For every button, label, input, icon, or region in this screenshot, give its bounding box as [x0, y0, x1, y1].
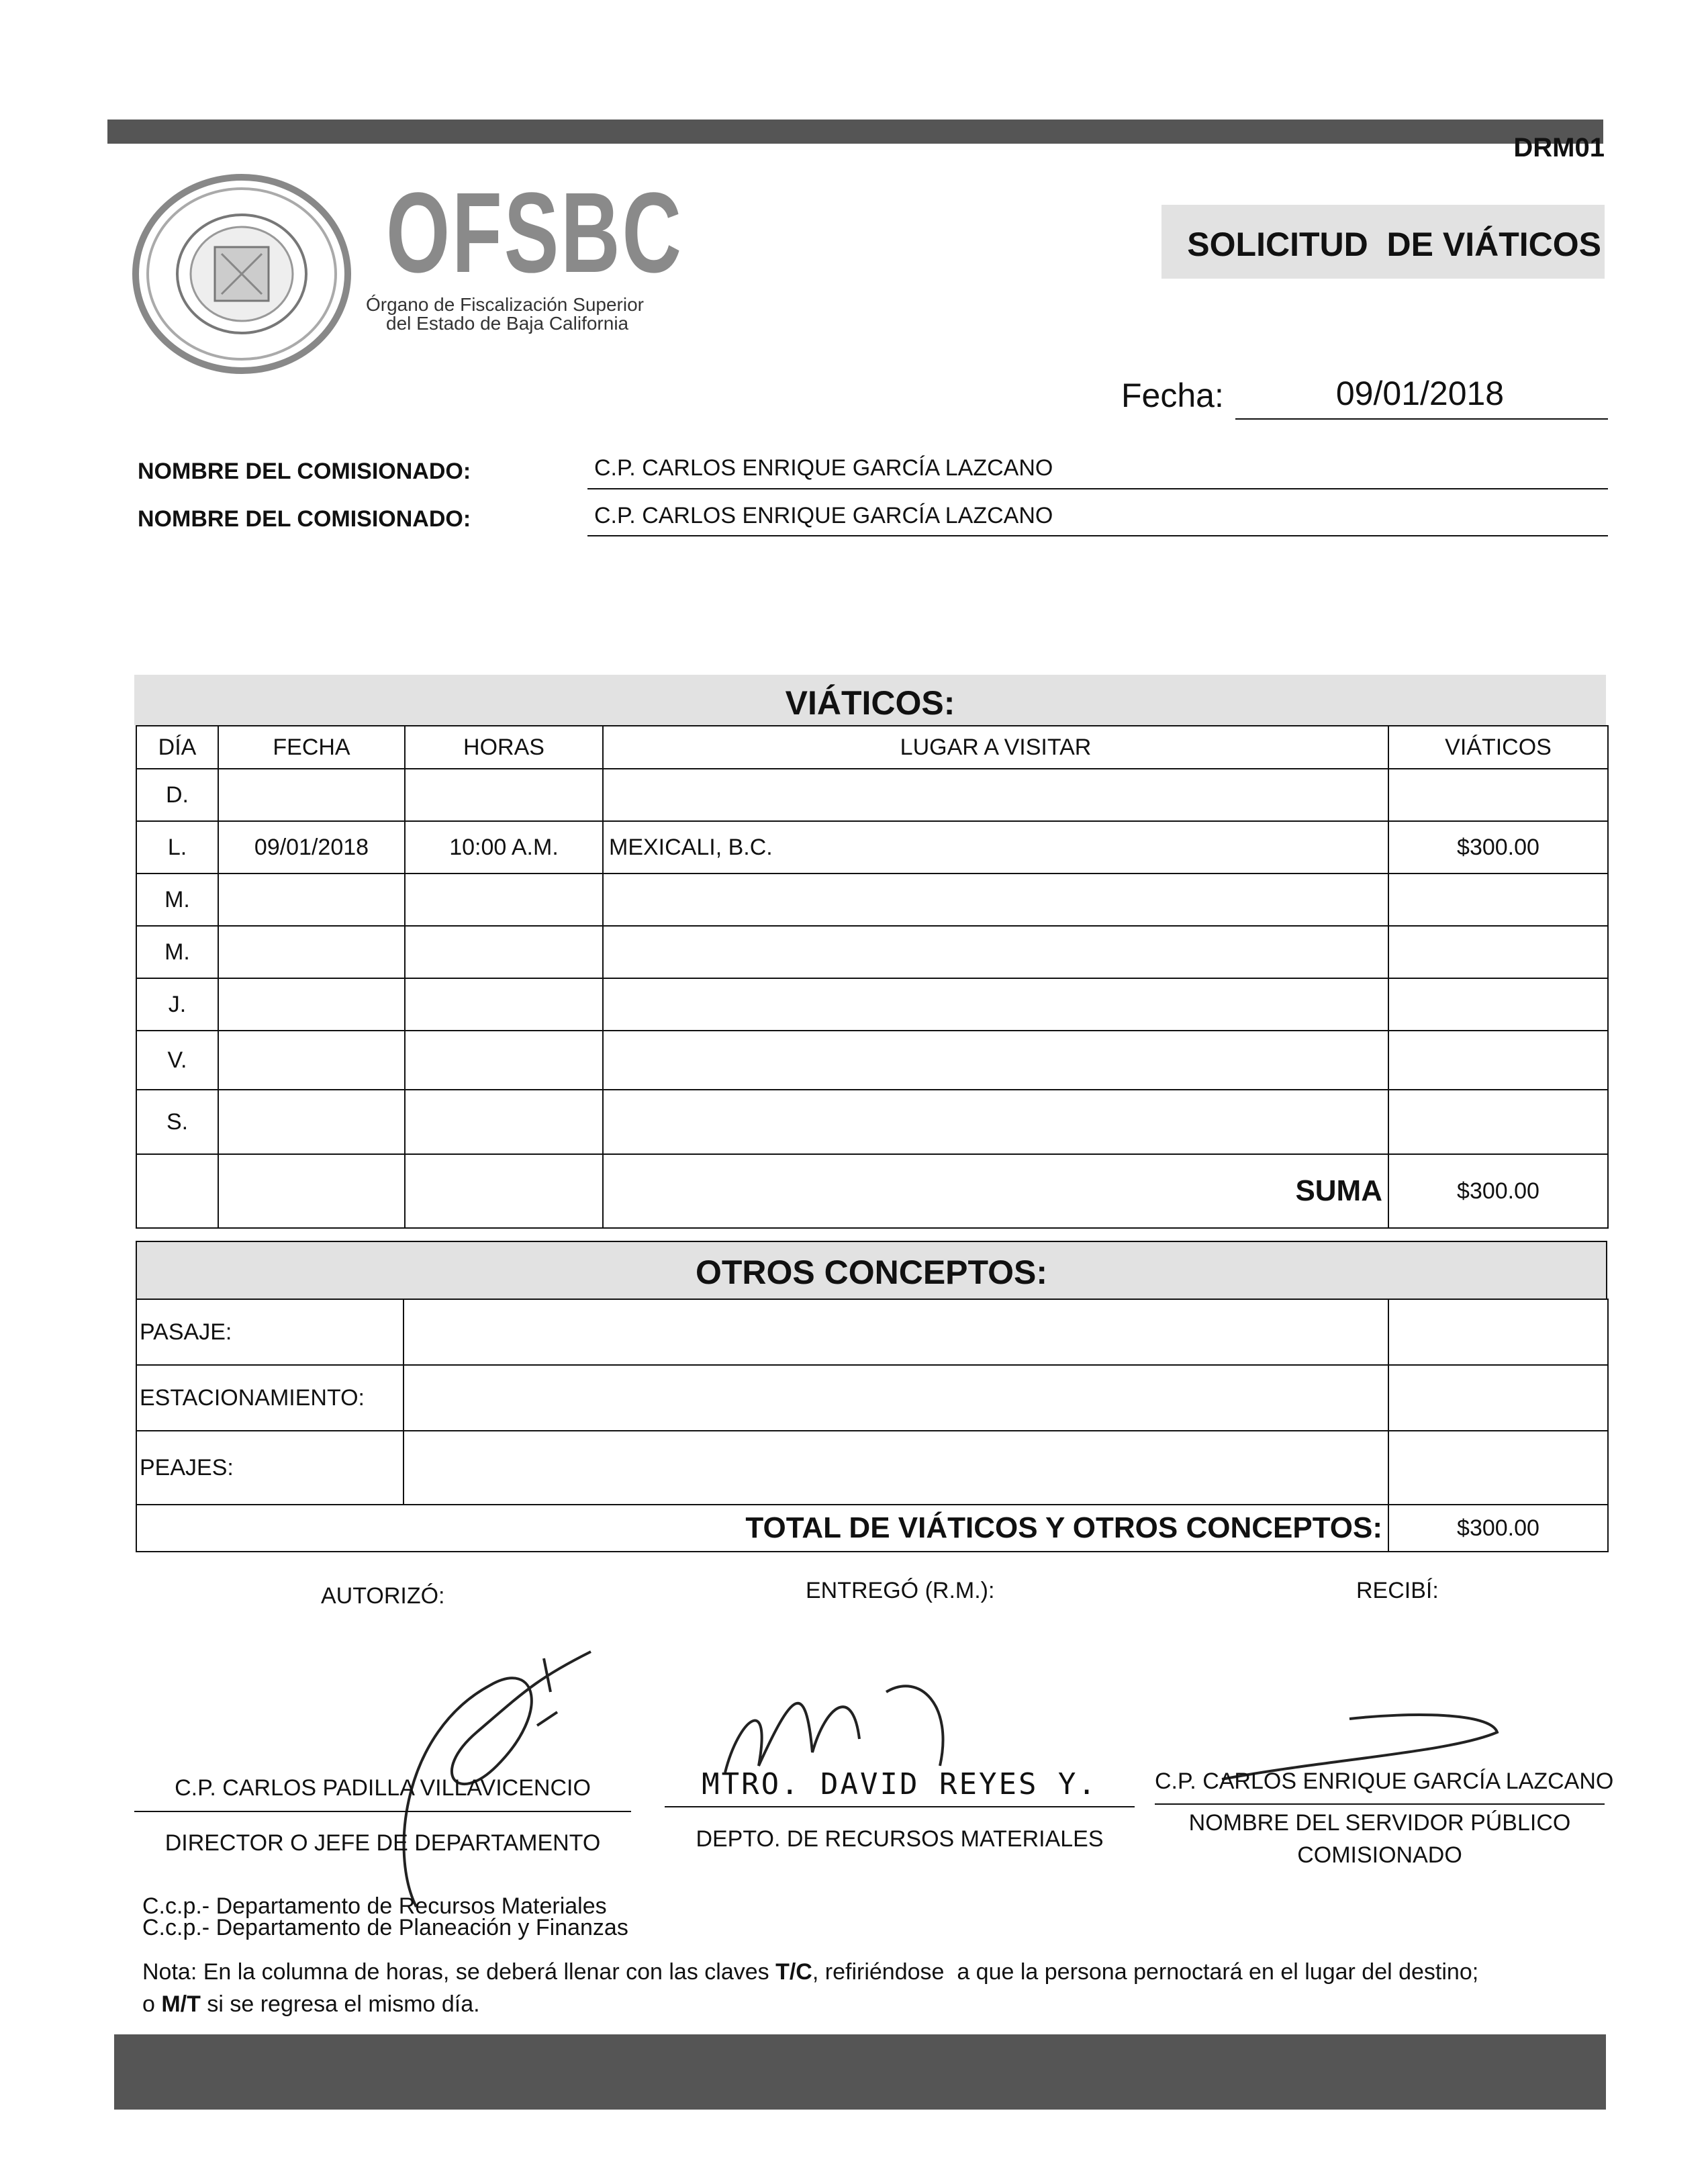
- horas-cell: [405, 1031, 603, 1090]
- otros-detalle: [404, 1299, 1388, 1365]
- nota-code-mt: M/T: [161, 1991, 201, 2017]
- lugar-cell: [603, 926, 1388, 978]
- horas-cell: [405, 926, 603, 978]
- entrego-role: DEPTO. DE RECURSOS MATERIALES: [696, 1826, 1104, 1852]
- table-row: [136, 1090, 1608, 1154]
- fecha-cell: [218, 978, 405, 1031]
- recibi-role-line1: NOMBRE DEL SERVIDOR PÚBLICO: [1188, 1810, 1571, 1836]
- lugar-cell: [603, 1090, 1388, 1154]
- monto-cell: $300.00: [1388, 821, 1608, 874]
- header-dia: DÍA: [136, 726, 218, 769]
- comisionado-underline-2: [587, 535, 1608, 536]
- header-horas: HORAS: [405, 726, 603, 769]
- dia-cell: V.: [136, 1031, 218, 1090]
- nota-line-2: [142, 1991, 480, 2018]
- fecha-cell: [218, 1090, 405, 1154]
- seal-logo: [131, 173, 352, 375]
- otros-label: ESTACIONAMIENTO:: [136, 1365, 404, 1431]
- fecha-cell: [218, 874, 405, 926]
- nota-code-tc: T/C: [775, 1959, 812, 1985]
- table-row: [136, 978, 1608, 1031]
- fecha-cell: 09/01/2018: [218, 821, 405, 874]
- org-name-line1: Órgano de Fiscalización Superior: [366, 294, 644, 315]
- bottom-band: [114, 2034, 1606, 2110]
- monto-cell: [1388, 1090, 1608, 1154]
- otros-label: PASAJE:: [136, 1299, 404, 1365]
- nota-line-1: [142, 1959, 1478, 1985]
- recibi-line: [1155, 1803, 1605, 1805]
- autorizo-name: C.P. CARLOS PADILLA VILLAVICENCIO: [175, 1775, 591, 1801]
- header-fecha: FECHA: [218, 726, 405, 769]
- viaticos-table: [136, 725, 1609, 1229]
- otros-monto: [1388, 1299, 1608, 1365]
- horas-cell: [405, 874, 603, 926]
- otros-heading: OTROS CONCEPTOS:: [695, 1254, 1048, 1291]
- lugar-cell: MEXICALI, B.C.: [603, 821, 1388, 874]
- total-value: $300.00: [1388, 1505, 1608, 1552]
- table-row: [136, 1299, 1608, 1365]
- dia-cell: J.: [136, 978, 218, 1031]
- otros-detalle: [404, 1365, 1388, 1431]
- fecha-value: 09/01/2018: [1335, 375, 1505, 412]
- entrego-line: [665, 1806, 1135, 1807]
- table-row: [136, 1031, 1608, 1090]
- header-lugar: LUGAR A VISITAR: [603, 726, 1388, 769]
- table-row: [136, 926, 1608, 978]
- dia-cell: L.: [136, 821, 218, 874]
- dia-cell: M.: [136, 926, 218, 978]
- monto-cell: [1388, 874, 1608, 926]
- top-band: [107, 120, 1603, 144]
- entrego-label: ENTREGÓ (R.M.):: [806, 1578, 995, 1603]
- comisionado-value-1: C.P. CARLOS ENRIQUE GARCÍA LAZCANO: [594, 455, 1053, 481]
- recibi-label: RECIBÍ:: [1356, 1578, 1439, 1603]
- total-label: TOTAL DE VIÁTICOS Y OTROS CONCEPTOS:: [136, 1505, 1388, 1552]
- org-acronym: OFSBC: [386, 169, 683, 297]
- lugar-cell: [603, 874, 1388, 926]
- autorizo-line: [134, 1811, 631, 1812]
- table-row: [136, 821, 1608, 874]
- fecha-underline: [1235, 418, 1608, 420]
- otros-label: PEAJES:: [136, 1431, 404, 1505]
- comisionado-underline-1: [587, 488, 1608, 489]
- horas-cell: 10:00 A.M.: [405, 821, 603, 874]
- form-code: DRM01: [1513, 133, 1605, 162]
- comisionado-value-2: C.P. CARLOS ENRIQUE GARCÍA LAZCANO: [594, 503, 1053, 528]
- table-row: [136, 769, 1608, 821]
- recibi-name: C.P. CARLOS ENRIQUE GARCÍA LAZCANO: [1155, 1768, 1614, 1794]
- nota-line2-prefix: o: [142, 1991, 162, 2017]
- fecha-cell: [218, 1031, 405, 1090]
- suma-empty-cell: [136, 1154, 218, 1228]
- monto-cell: [1388, 1031, 1608, 1090]
- recibi-role-line2: COMISIONADO: [1297, 1842, 1462, 1868]
- horas-cell: [405, 769, 603, 821]
- total-row: [136, 1505, 1608, 1552]
- lugar-cell: [603, 1031, 1388, 1090]
- suma-empty-cell: [405, 1154, 603, 1228]
- table-row: [136, 1431, 1608, 1505]
- fecha-label: Fecha:: [1121, 377, 1224, 414]
- horas-cell: [405, 1090, 603, 1154]
- ccp-line-2: C.c.p.- Departamento de Planeación y Finanzas: [142, 1915, 628, 1940]
- suma-value: $300.00: [1388, 1154, 1608, 1228]
- otros-table: [136, 1299, 1609, 1552]
- autorizo-role: DIRECTOR O JEFE DE DEPARTAMENTO: [164, 1830, 601, 1856]
- suma-label: SUMA: [603, 1154, 1388, 1228]
- ccp-line-1: C.c.p.- Departamento de Recursos Materiales: [142, 1893, 607, 1919]
- dia-cell: S.: [136, 1090, 218, 1154]
- fecha-cell: [218, 926, 405, 978]
- table-row: [136, 1365, 1608, 1431]
- entrego-name: MTRO. DAVID REYES Y.: [702, 1767, 1098, 1801]
- org-name-line2: del Estado de Baja California: [386, 313, 629, 334]
- monto-cell: [1388, 926, 1608, 978]
- form-title: SOLICITUD DE VIÁTICOS: [1187, 226, 1601, 263]
- monto-cell: [1388, 769, 1608, 821]
- fecha-cell: [218, 769, 405, 821]
- otros-detalle: [404, 1431, 1388, 1505]
- viaticos-header-row: [136, 726, 1608, 769]
- monto-cell: [1388, 978, 1608, 1031]
- otros-monto: [1388, 1431, 1608, 1505]
- horas-cell: [405, 978, 603, 1031]
- otros-monto: [1388, 1365, 1608, 1431]
- nota-middle: , refiriéndose a que la persona pernoctará en el lugar del destino;: [812, 1959, 1479, 1985]
- lugar-cell: [603, 978, 1388, 1031]
- comisionado-label-2: NOMBRE DEL COMISIONADO:: [138, 506, 471, 532]
- suma-empty-cell: [218, 1154, 405, 1228]
- nota-line2-suffix: si se regresa el mismo día.: [200, 1991, 480, 2017]
- nota-prefix: Nota: En la columna de horas, se deberá llenar con las claves: [142, 1959, 776, 1985]
- suma-row: [136, 1154, 1608, 1228]
- comisionado-label-1: NOMBRE DEL COMISIONADO:: [138, 459, 471, 484]
- table-row: [136, 874, 1608, 926]
- dia-cell: M.: [136, 874, 218, 926]
- dia-cell: D.: [136, 769, 218, 821]
- autorizo-label: AUTORIZÓ:: [321, 1583, 445, 1609]
- viaticos-heading: VIÁTICOS:: [785, 684, 955, 722]
- header-viaticos: VIÁTICOS: [1388, 726, 1608, 769]
- lugar-cell: [603, 769, 1388, 821]
